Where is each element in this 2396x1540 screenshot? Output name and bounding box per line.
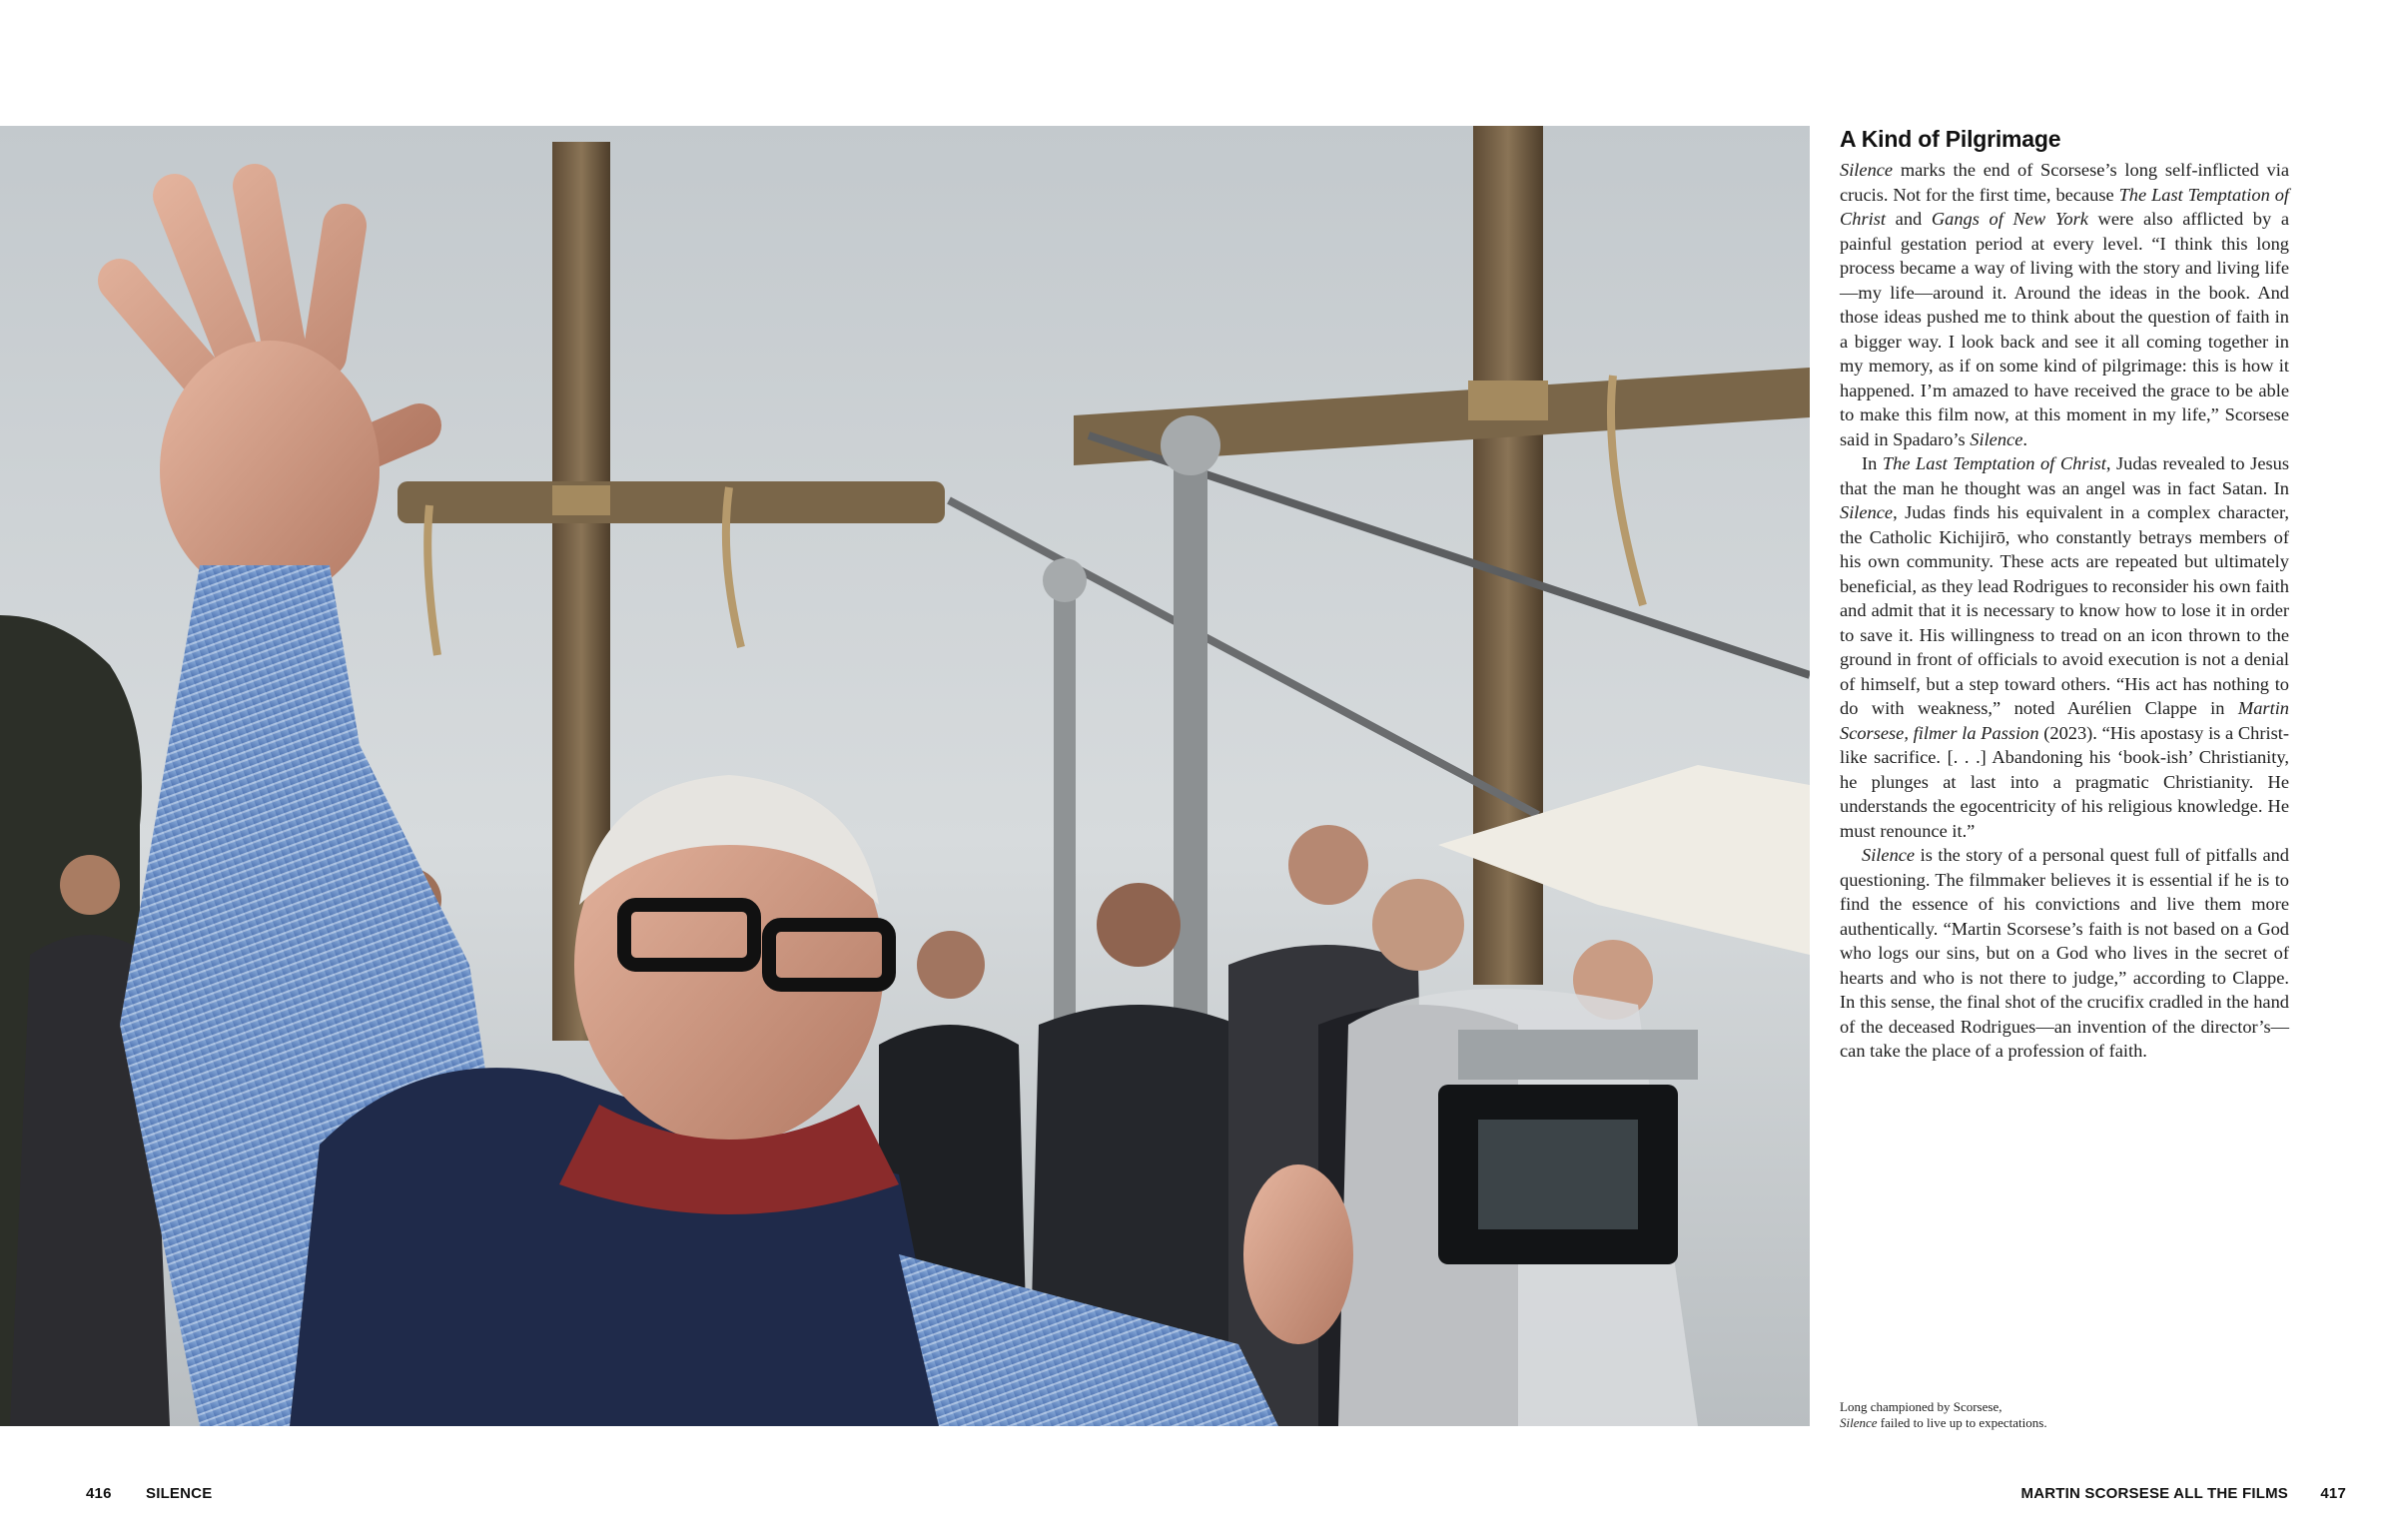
- left-page-number: 416: [86, 1485, 112, 1502]
- photo-illustration: [0, 126, 1810, 1426]
- right-running-title: MARTIN SCORSESE ALL THE FILMS: [2020, 1485, 2288, 1502]
- article-paragraph: Silence marks the end of Scorsese’s long self-inflicted via crucis. Not for the first time, because The Last Temptation of Christ and Gangs of New York were also afflicted by a painful gestation period at every level. “I think this long process became a way of living with the story and living life—my life—around it. Around the ideas in the book. And those ideas pushed me to think about the question of faith in a bigger way. I look back and see it all coming together in my memory, as if on some kind of pilgrimage: this is how it happened. I’m amazed to have received the grace to be able to make this film now, at this moment in my life,” Scorsese said in Spadaro’s Silence.: [1840, 160, 2290, 449]
- article-paragraph: Silence is the story of a personal quest full of pitfalls and questioning. The filmmaker believes it is essential if he is to find the essence of his convictions and live them more authentically. “Martin Scorsese’s faith is not based on a God who logs our sins, but on a God who lives in the secret of hearts and who is not there to judge,” according to Clappe. In this sense, the final shot of the crucifix cradled in the hand of the deceased Rodrigues—an invention of the director’s—can take the place of a profession of faith.: [1840, 845, 2289, 1061]
- photo-caption: Long championed by Scorsese, Silence failed to live up to expectations.: [1840, 1399, 2047, 1430]
- left-cross-beam: [398, 481, 945, 523]
- left-running-title: SILENCE: [146, 1485, 213, 1502]
- article-body: [1840, 158, 2289, 1064]
- article-paragraph: In The Last Temptation of Christ, Judas revealed to Jesus that the man he thought was an angel was in fact Satan. In Silence, Judas finds his equivalent in a complex character, the Catholic Kichijirō, who constantly betrays members of his own community. These acts are repeated but ultimately beneficial, as they lead Rodrigues to reconsider his own faith and admit that it is necessary to know how to lose it in order to save it. His willingness to tread on an icon thrown to the ground in front of officials to avoid execution is not a denial of himself, but a step toward others. “His act has nothing to do with weakness,” noted Aurélien Clappe in Martin Scorsese, filmer la Passion (2023). “His apostasy is a Christ-like sacrifice. [. . .] Abandoning his ‘book-ish’ Christianity, he plunges at last into a pragmatic Christianity. He understands the egocentricity of his religious knowledge. He must renounce it.”: [1840, 453, 2290, 841]
- right-page-number: 417: [2320, 1485, 2346, 1502]
- section-heading: A Kind of Pilgrimage: [1840, 126, 2061, 152]
- film-set-photo: [0, 126, 1810, 1426]
